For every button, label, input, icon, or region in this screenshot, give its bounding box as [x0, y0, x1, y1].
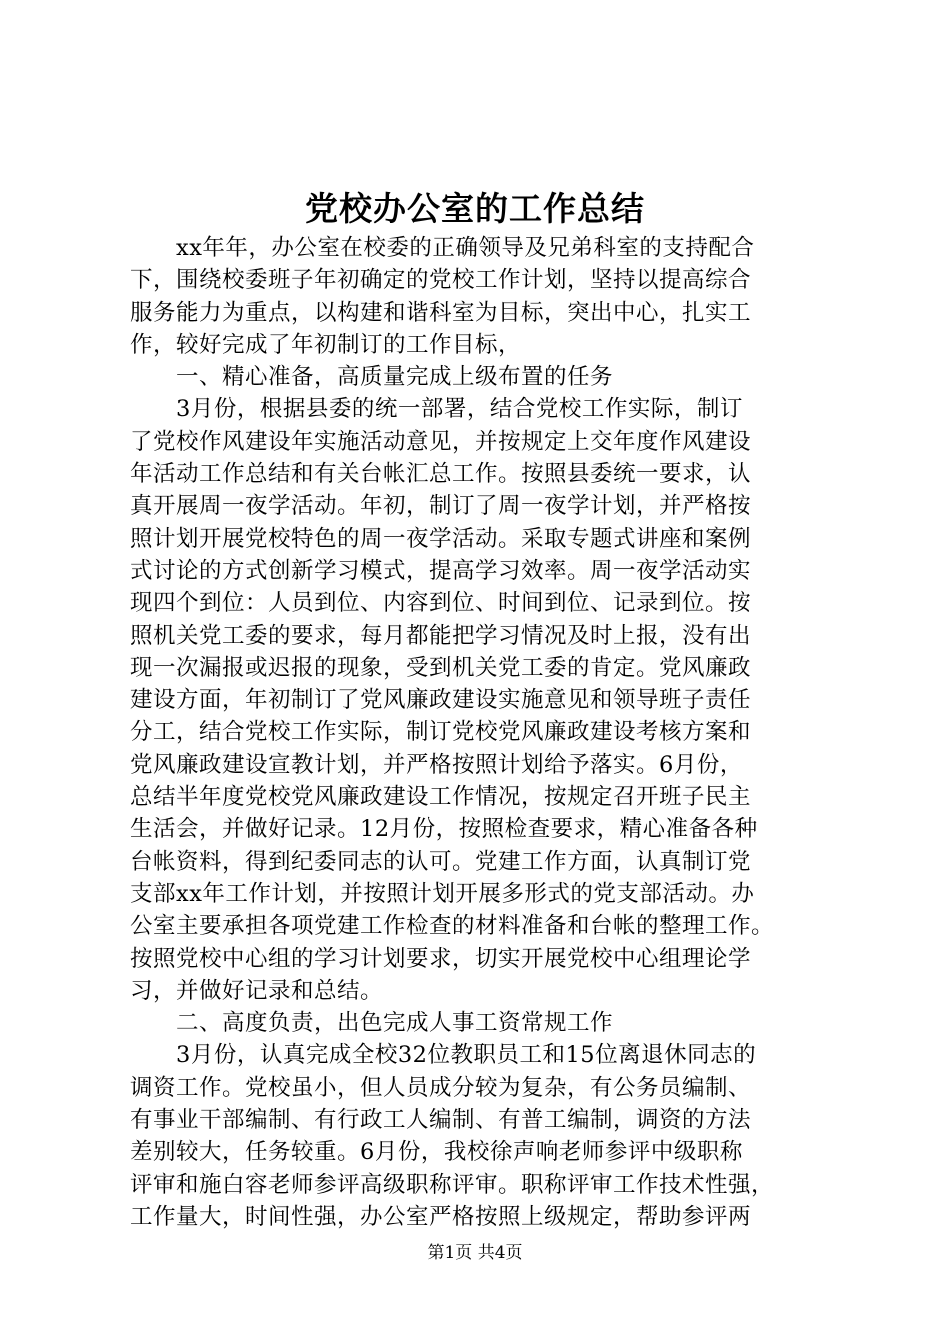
text-line: 年活动工作总结和有关台帐汇总工作。按照县委统一要求，认: [130, 461, 752, 488]
text-line: 按照党校中心组的学习计划要求，切实开展党校中心组理论学: [130, 945, 752, 972]
text-line: 差别较大，任务较重。6月份，我校徐声响老师参评中级职称: [130, 1139, 743, 1166]
text-line: xx年年，办公室在校委的正确领导及兄弟科室的支持配合: [130, 235, 755, 261]
text-line: 3月份，根据县委的统一部署，结合党校工作实际，制订: [130, 396, 743, 423]
text-line: 生活会，并做好记录。12月份，按照检查要求，精心准备各种: [130, 816, 758, 843]
text-line: 调资工作。党校虽小，但人员成分较为复杂，有公务员编制、: [130, 1074, 752, 1101]
text-line: 服务能力为重点，以构建和谐科室为目标，突出中心，扎实工: [130, 299, 752, 326]
text-line: 现四个到位：人员到位、内容到位、时间到位、记录到位。按: [130, 590, 752, 617]
text-line: 一、精心准备，高质量完成上级布置的任务: [130, 364, 614, 391]
text-line: 3月份，认真完成全校32位教职员工和15位离退休同志的: [130, 1042, 757, 1069]
text-line: 分工，结合党校工作实际，制订党校党风廉政建设考核方案和: [130, 719, 752, 746]
text-line: 公室主要承担各项党建工作检查的材料准备和台帐的整理工作。: [130, 913, 775, 940]
text-line: 评审和施白容老师参评高级职称评审。职称评审工作技术性强，: [130, 1171, 775, 1198]
document-title: 党校办公室的工作总结: [305, 189, 645, 228]
text-line: 台帐资料，得到纪委同志的认可。党建工作方面，认真制订党: [130, 848, 752, 875]
page-footer: 第1页 共4页: [427, 1243, 523, 1263]
text-line: 作，较好完成了年初制订的工作目标，: [130, 331, 522, 358]
text-line: 工作量大，时间性强，办公室严格按照上级规定，帮助参评两: [130, 1203, 752, 1230]
text-line: 支部xx年工作计划，并按照计划开展多形式的党支部活动。办: [130, 880, 755, 907]
text-line: 总结半年度党校党风廉政建设工作情况，按规定召开班子民主: [130, 784, 752, 811]
text-line: 现一次漏报或迟报的现象，受到机关党工委的肯定。党风廉政: [130, 654, 752, 681]
text-line: 式讨论的方式创新学习模式，提高学习效率。周一夜学活动实: [130, 557, 752, 584]
text-line: 建设方面，年初制订了党风廉政建设实施意见和领导班子责任: [130, 687, 752, 714]
text-line: 党风廉政建设宣教计划，并严格按照计划给予落实。6月份，: [130, 751, 743, 778]
text-line: 下，围绕校委班子年初确定的党校工作计划，坚持以提高综合: [130, 267, 752, 294]
text-line: 真开展周一夜学活动。年初，制订了周一夜学计划，并严格按: [130, 493, 752, 520]
text-line: 照计划开展党校特色的周一夜学活动。采取专题式讲座和案例: [130, 525, 752, 552]
text-line: 了党校作风建设年实施活动意见，并按规定上交年度作风建设: [130, 428, 752, 455]
text-line: 二、高度负责，出色完成人事工资常规工作: [130, 1010, 614, 1037]
text-line: 有事业干部编制、有行政工人编制、有普工编制，调资的方法: [130, 1107, 752, 1134]
text-line: 照机关党工委的要求，每月都能把学习情况及时上报，没有出: [130, 622, 752, 649]
text-line: 习，并做好记录和总结。: [130, 977, 384, 1004]
document-body: [130, 232, 830, 1233]
